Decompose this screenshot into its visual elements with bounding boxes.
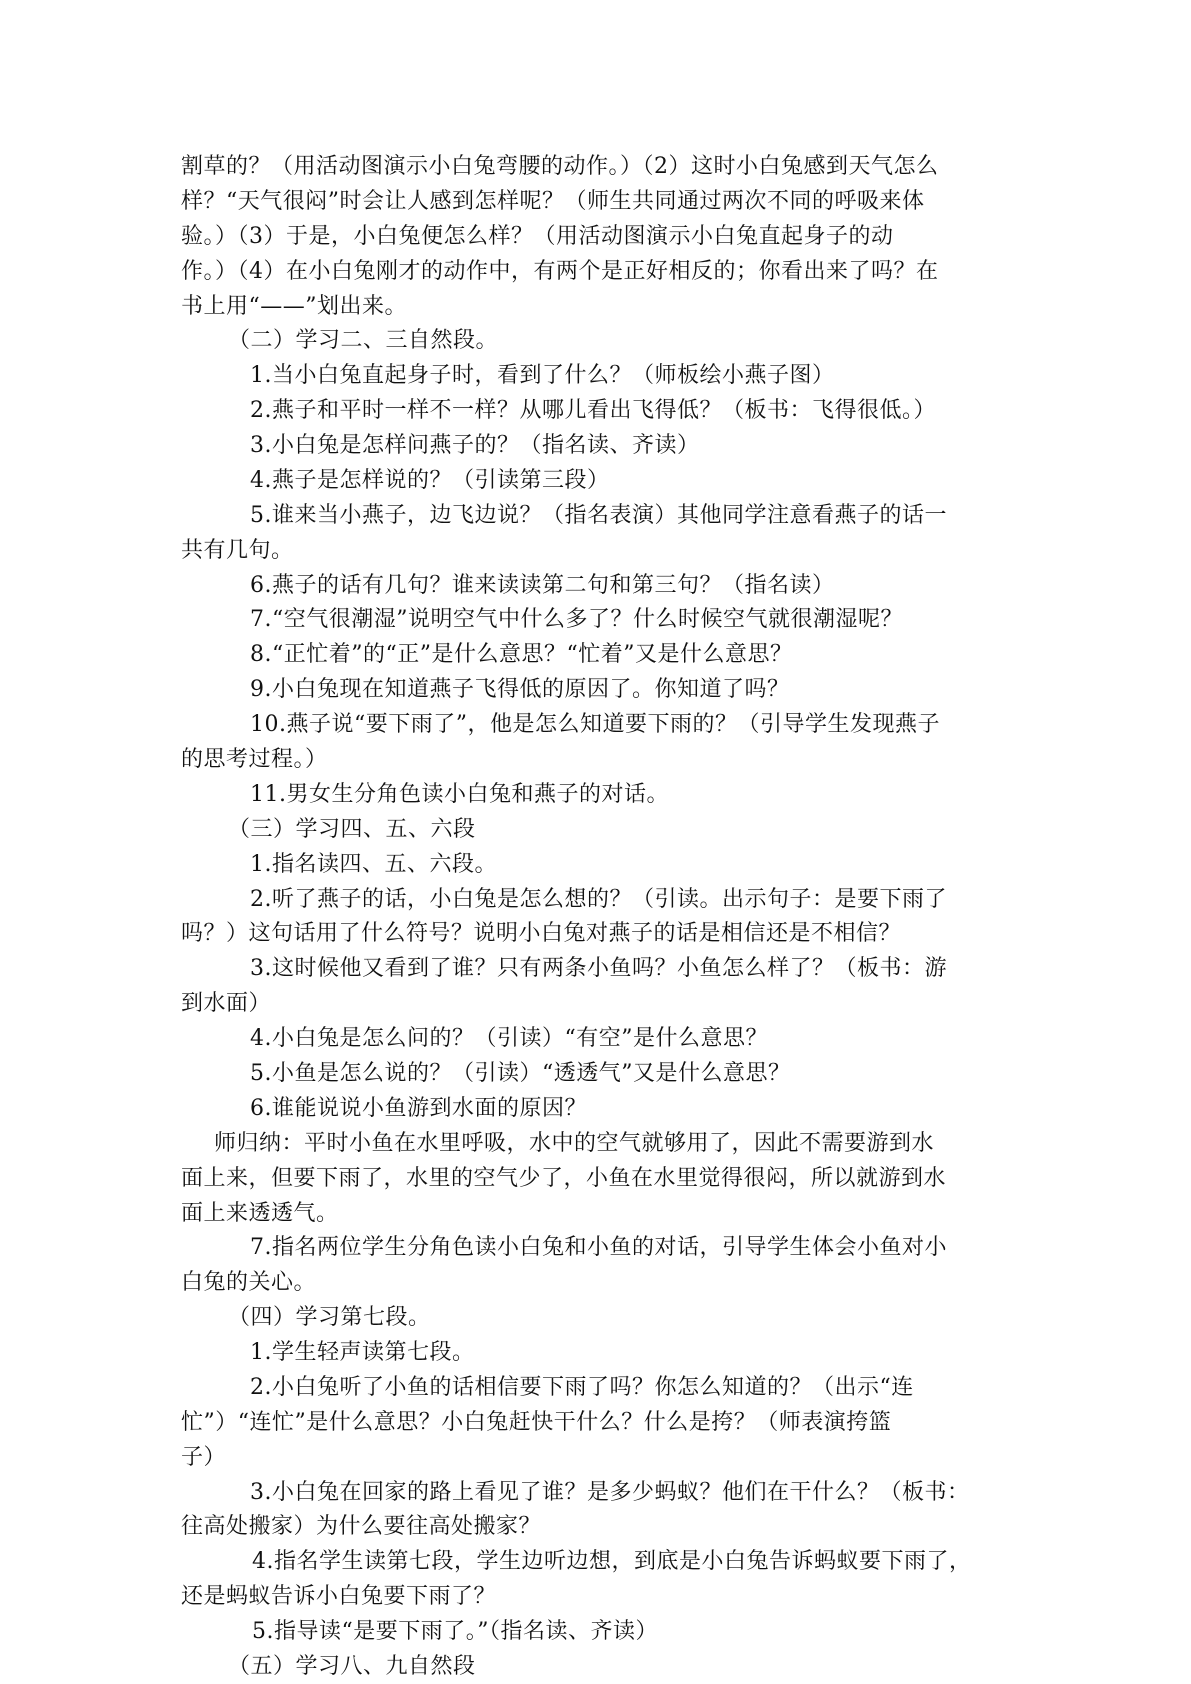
list-item: 5.小鱼是怎么说的？（引读）“透透气”又是什么意思？	[250, 1060, 791, 1086]
text-line: 面上来透透气。	[181, 1200, 339, 1226]
text-line: 往高处搬家）为什么要往高处搬家？	[181, 1514, 542, 1540]
text-line: 样？“天气很闷”时会让人感到怎样呢？（师生共同通过两次不同的呼吸来体	[181, 188, 925, 214]
text-line: 忙”）“连忙”是什么意思？小白兔赶快干什么？什么是挎？（师表演挎篮	[181, 1409, 892, 1435]
list-item: 4.小白兔是怎么问的？（引读）“有空”是什么意思？	[250, 1026, 768, 1052]
list-item: 3.小白兔在回家的路上看见了谁？是多少蚂蚁？他们在干什么？（板书：	[250, 1479, 970, 1505]
teacher-summary: 师归纳：平时小鱼在水里呼吸，水中的空气就够用了，因此不需要游到水	[214, 1130, 935, 1156]
list-item: 4.燕子是怎样说的？（引读第三段）	[250, 467, 610, 493]
text-line: 割草的？（用活动图演示小白兔弯腰的动作。）（2）这时小白兔感到天气怎么	[181, 154, 939, 179]
text-line: 验。）（3）于是，小白兔便怎么样？（用活动图演示小白兔直起身子的动	[181, 223, 894, 249]
list-item: 1.指名读四、五、六段。	[250, 851, 497, 877]
text-line: 书上用“——”划出来。	[181, 293, 407, 319]
text-line: 白兔的关心。	[181, 1270, 317, 1296]
section-heading: （五）学习八、九自然段	[228, 1654, 476, 1679]
text-line: 还是蚂蚁告诉小白兔要下雨了？	[181, 1584, 497, 1610]
list-item: 2.小白兔听了小鱼的话相信要下雨了吗？你怎么知道的？（出示“连	[250, 1374, 914, 1400]
text-line: 面上来，但要下雨了，水里的空气少了，小鱼在水里觉得很闷，所以就游到水	[181, 1165, 947, 1191]
list-item: 2.听了燕子的话，小白兔是怎么想的？（引读。出示句子：是要下雨了	[250, 886, 947, 912]
list-item: 4.指名学生读第七段，学生边听边想，到底是小白兔告诉蚂蚁要下雨了，	[252, 1549, 972, 1575]
text-line: 的思考过程。）	[181, 747, 328, 773]
section-heading: （二）学习二、三自然段。	[228, 328, 499, 354]
list-item: 5.指导读“是要下雨了。”（指名读、齐读）	[252, 1619, 658, 1645]
list-item: 7.“空气很潮湿”说明空气中什么多了？什么时候空气就很潮湿呢？	[250, 607, 903, 633]
list-item: 6.燕子的话有几句？谁来读读第二句和第三句？（指名读）	[250, 572, 835, 598]
list-item: 1.当小白兔直起身子时，看到了什么？（师板绘小燕子图）	[250, 363, 835, 389]
text-line: 共有几句。	[181, 537, 294, 563]
list-item: 10.燕子说“要下雨了”，他是怎么知道要下雨的？（引导学生发现燕子	[250, 712, 940, 738]
text-line: 吗？）这句话用了什么符号？说明小白兔对燕子的话是相信还是不相信？	[181, 921, 902, 947]
section-heading: （四）学习第七段。	[228, 1305, 431, 1331]
list-item: 1.学生轻声读第七段。	[250, 1340, 475, 1366]
text-line: 到水面）	[181, 991, 272, 1017]
list-item: 9.小白兔现在知道燕子飞得低的原因了。你知道了吗？	[250, 677, 790, 703]
list-item: 2.燕子和平时一样不一样？从哪儿看出飞得低？（板书：飞得很低。）	[250, 398, 936, 424]
list-item: 5.谁来当小燕子，边飞边说？（指名表演）其他同学注意看燕子的话一	[250, 502, 947, 528]
list-item: 6.谁能说说小鱼游到水面的原因？	[250, 1095, 587, 1121]
section-heading: （三）学习四、五、六段	[228, 816, 476, 842]
list-item: 8.“正忙着”的“正”是什么意思？“忙着”又是什么意思？	[250, 642, 793, 668]
list-item: 3.这时候他又看到了谁？只有两条小鱼吗？小鱼怎么样了？（板书：游	[250, 956, 947, 982]
list-item: 7.指名两位学生分角色读小白兔和小鱼的对话，引导学生体会小鱼对小	[250, 1235, 947, 1261]
text-line: 作。）（4）在小白兔刚才的动作中，有两个是正好相反的；你看出来了吗？在	[181, 258, 939, 284]
text-line: 子）	[181, 1444, 227, 1470]
list-item: 3.小白兔是怎样问燕子的？（指名读、齐读）	[250, 433, 700, 459]
list-item: 11.男女生分角色读小白兔和燕子的对话。	[250, 781, 669, 807]
